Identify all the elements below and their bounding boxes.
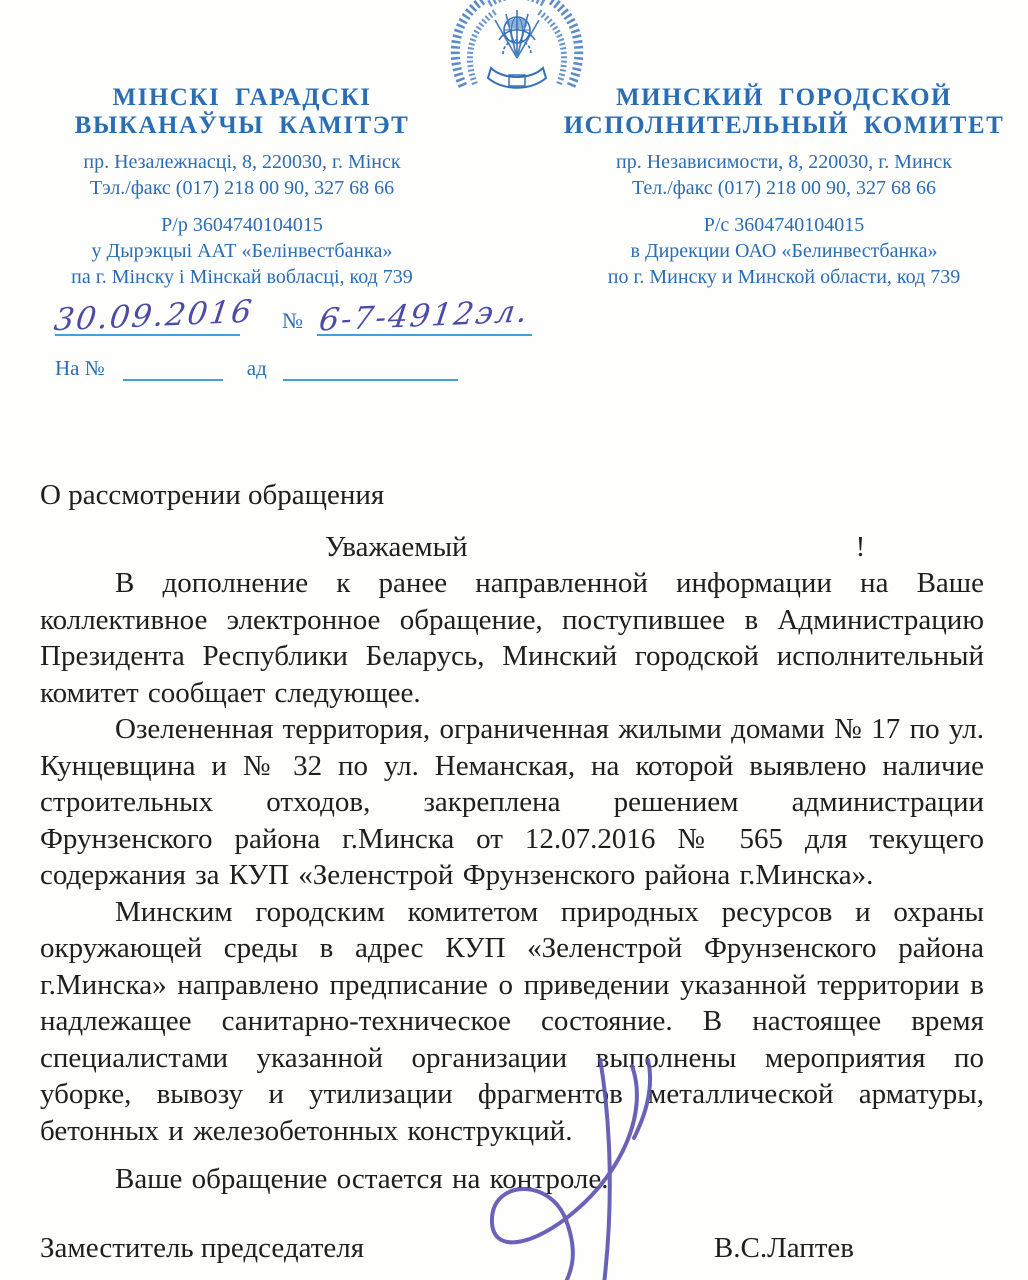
org-address-by: пр. Незалежнасці, 8, 220030, г. Мінск xyxy=(83,151,401,173)
org-title-by-line2: ВЫКАНАЎЧЫ КАМІТЭТ xyxy=(74,112,410,139)
letterhead-russian xyxy=(514,84,1028,290)
org-title-by-line1: МІНСКІ ГАРАДСКІ xyxy=(112,84,372,111)
org-account-ru: Р/с 3604740104015 xyxy=(703,214,865,236)
subject-line: О рассмотрении обращения xyxy=(40,479,385,511)
org-phone-ru: Тел./факс (017) 218 00 90, 327 68 66 xyxy=(631,177,937,199)
paragraph-4: Ваше обращение остается на контроле. xyxy=(115,1163,609,1195)
org-bank-region-ru: по г. Минску и Минской области, код 739 xyxy=(607,266,961,288)
incoming-date-blank xyxy=(283,359,458,381)
paragraph-1: В дополнение к ранее направленной информации на Ваше коллективное электронное обращение, поступившее в Администрацию Президента Республики Беларусь, Минский городской исполнительный комитет сообщает следующее. xyxy=(40,567,984,709)
belarus-coat-of-arms-icon xyxy=(447,0,587,92)
signer-position: Заместитель председателя xyxy=(40,1231,365,1264)
org-address-ru: пр. Независимости, 8, 220030, г. Минск xyxy=(616,151,952,173)
org-account-by: Р/р 3604740104015 xyxy=(161,214,323,236)
letterhead-belarusian xyxy=(0,84,514,290)
salutation-word: Уважаемый xyxy=(325,530,468,563)
org-bank-by: у Дырэкцыі ААТ «Белінвестбанка» xyxy=(91,240,393,262)
incoming-number-blank xyxy=(123,359,223,381)
handwritten-outgoing-number: 6-7-4912эл. xyxy=(317,293,532,339)
signer-name: В.С.Лаптев xyxy=(713,1231,854,1264)
org-bank-ru: в Дирекции ОАО «Белинвестбанка» xyxy=(630,240,938,262)
letter-body xyxy=(40,477,984,1198)
reference-row-incoming xyxy=(55,356,1028,381)
number-sign-label: № xyxy=(282,308,303,333)
on-number-label: На № xyxy=(55,356,105,380)
salutation-line xyxy=(40,529,984,566)
org-phone-by: Тэл./факс (017) 218 00 90, 327 68 66 xyxy=(89,177,395,199)
paragraph-2: Озелененная территория, ограниченная жилыми домами № 17 по ул. Кунцевщина и № 32 по ул. Неманская, на которой выявлено наличие строительных отходов, закреплена решением администрации Фрунзенского района г.Минска от 12.07.2016 № 565 для текущего содержания за КУП «Зеленстрой Фрунзенского района г.Минска». xyxy=(40,713,984,891)
signature-block xyxy=(40,1232,984,1265)
org-bank-region-by: па г. Мінску і Мінскай вобласці, код 739 xyxy=(71,266,413,288)
date-underline xyxy=(51,293,256,339)
paragraph-3: Минским городским комитетом природных ресурсов и охраны окружающей среды в адрес КУП «Зеленстрой Фрунзенского района г.Минска» направлено предписание о приведении указанной территории в надлежащее санитарно-техническое состояние. В настоящее время специалистами указанной организации выполнены мероприятия по уборке, вывозу и утилизации фрагментов металлической арматуры, бетонных и железобетонных конструкций. xyxy=(40,895,984,1147)
handwritten-date: 30.09.2016 xyxy=(51,293,256,339)
org-title-ru-line1: МИНСКИЙ ГОРОДСКОЙ xyxy=(615,84,952,111)
salutation-exclamation: ! xyxy=(855,530,866,563)
org-title-ru-line2: ИСПОЛНИТЕЛЬНЫЙ КОМИТЕТ xyxy=(563,112,1005,139)
reference-row-date-number xyxy=(51,293,1028,339)
number-underline xyxy=(317,293,532,339)
from-date-label: ад xyxy=(246,356,267,380)
